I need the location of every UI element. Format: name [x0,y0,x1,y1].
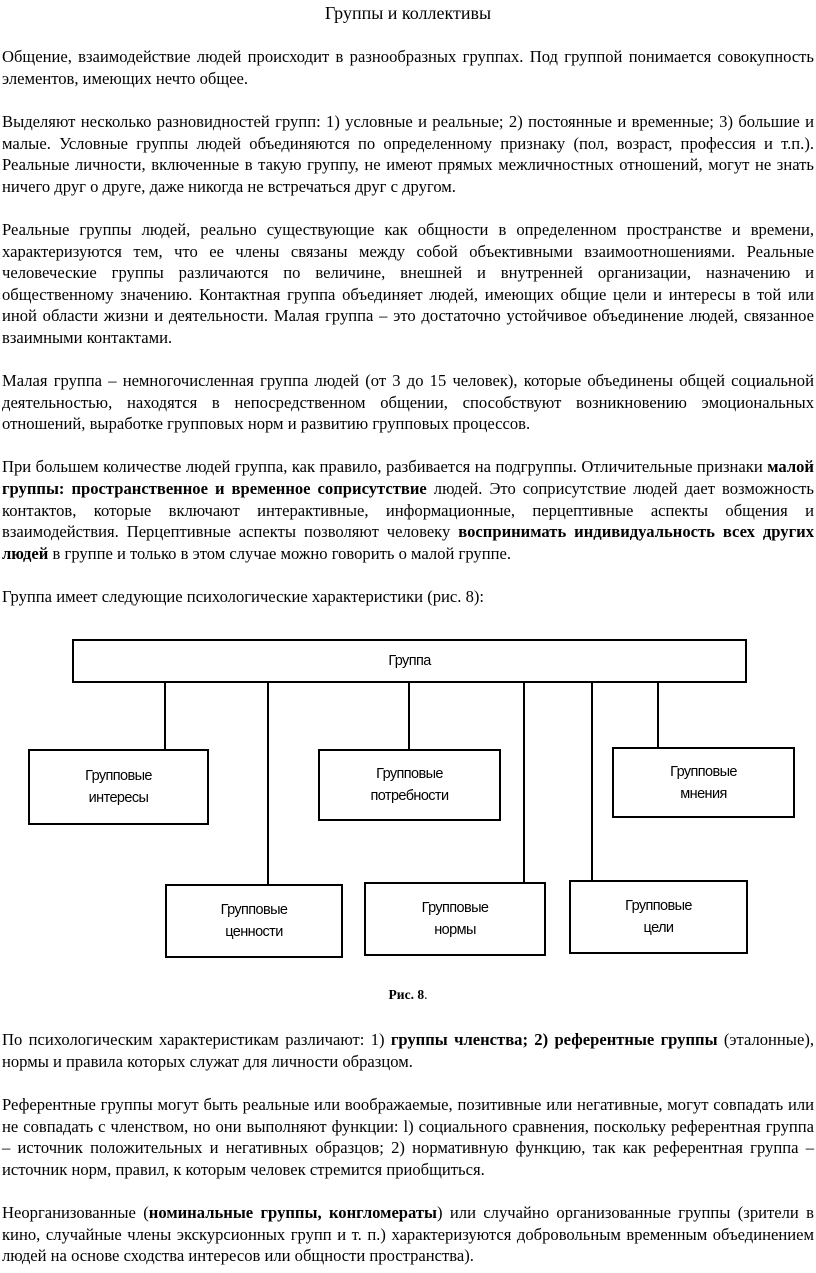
paragraph-4: Малая группа – немногочисленная группа людей (от 3 до 15 человек), которые объединены общей социальной деятельностью, находятся в непосредственном общении, способствуют возникновению эмоциональных отношений, выработке групповых норм и развитию групповых процессов. [2,371,814,434]
node-label: Групповые [670,763,737,780]
text-segment: (эталонные), нормы и правила которых служат для личности образцом. [2,1030,814,1071]
caption-bold: Рис. 8 [388,987,425,1003]
text-segment: ) или случайно организованные группы (зрители в кино, случайные члены экскурсионных групп и т. п.) характеризуются добровольным временным объединением людей на основе сходства интересов или общности пространства). [2,1202,814,1266]
paragraph-7 [2,1029,814,1072]
node-needs [318,749,501,821]
node-label: потребности [370,788,449,805]
node-interests [28,749,209,825]
connector-line [408,681,410,751]
bold-segment: малой группы: пространственное и временное соприсутствие [2,457,814,499]
paragraph-3: Реальные группы людей, реально существующие как общности в определенном пространстве и времени, характеризуются тем, что ее члены связаны между собой объективными взаимоотношениями. Реальные человеческие группы различаются по величине, внешней и внутренней организации, назначению и общественному значению. Контактная группа объединяет людей, имеющих общие цели и интересы в той или иной области жизни и деятельности. Малая группа – это достаточно устойчивое объединение людей, связанное взаимными контактами. [2,219,814,347]
node-norms [364,882,546,956]
node-label: мнения [680,785,727,802]
paragraph-5 [2,456,814,564]
node-goals [569,880,748,954]
paragraph-1: Общение, взаимодействие людей происходит в разнообразных группах. Под группой понимается совокупность элементов, имеющих нечто общее. [2,47,814,88]
node-label: Групповые [421,900,489,917]
connector-line [591,681,593,882]
node-label: Групповые [220,902,288,919]
connector-line [657,681,659,749]
group-characteristics-diagram [2,629,814,1029]
caption-tail: . [424,987,428,1003]
node-values [165,884,343,958]
node-label: Групповые [85,768,152,785]
figure-caption [2,987,814,1003]
bold-segment: группы членства; 2) референтные группы [390,1030,718,1050]
node-label: Групповые [625,898,692,915]
node-opinions [612,747,795,818]
connector-line [523,681,525,884]
node-label: Группа [388,653,431,670]
text-segment: При большем количестве людей группа, как правило, разбивается на подгруппы. Отличительные признаки [2,457,768,477]
connector-line [164,681,166,751]
node-label: цели [643,920,674,937]
document-title: Группы и коллективы [324,3,492,23]
root-box-group [72,639,747,683]
text-segment: людей. Это соприсутствие людей дает возможность контактов, которые включают интерактивные, информационные, перцептивные аспекты общения и взаимодействия. Перцептивные аспекты позволяют человеку [2,479,814,542]
node-label: Групповые [376,766,443,783]
node-label: ценности [225,924,283,941]
paragraph-9 [2,1202,814,1267]
text-segment: По психологическим характеристикам различают: 1) [2,1030,391,1050]
node-label: нормы [434,922,476,939]
paragraph-6: Группа имеет следующие психологические характеристики (рис. 8): [2,587,485,607]
paragraph-8: Референтные группы могут быть реальные или воображаемые, позитивные или негативные, могут совпадать или не совпадать с членством, но они выполняют функции: l) социального сравнения, поскольку референтная группа – источник положительных и негативных образцов; 2) нормативную функцию, так как референтная группа – источник норм, правил, к которым человек стремится приобщиться. [2,1095,814,1179]
bold-segment: номинальные группы, конгломераты [148,1202,438,1222]
bold-segment: воспринимать индивидуальность всех других людей [2,522,814,563]
paragraph-2: Выделяют несколько разновидностей групп: 1) условные и реальные; 2) постоянные и временные; 3) большие и малые. Условные группы людей объединяются по определенному признаку (пол, возраст, профессия и т.п.). Реальные личности, включенные в такую группу, не имеют прямых межличностных отношений, могут не знать ничего друг о друге, даже никогда не встречаться друг с другом. [2,111,814,196]
node-label: интересы [88,790,149,807]
text-segment: Неорганизованные ( [2,1202,149,1222]
text-segment: в группе и только в этом случае можно говорить о малой группе. [48,543,511,563]
connector-line [267,681,269,886]
